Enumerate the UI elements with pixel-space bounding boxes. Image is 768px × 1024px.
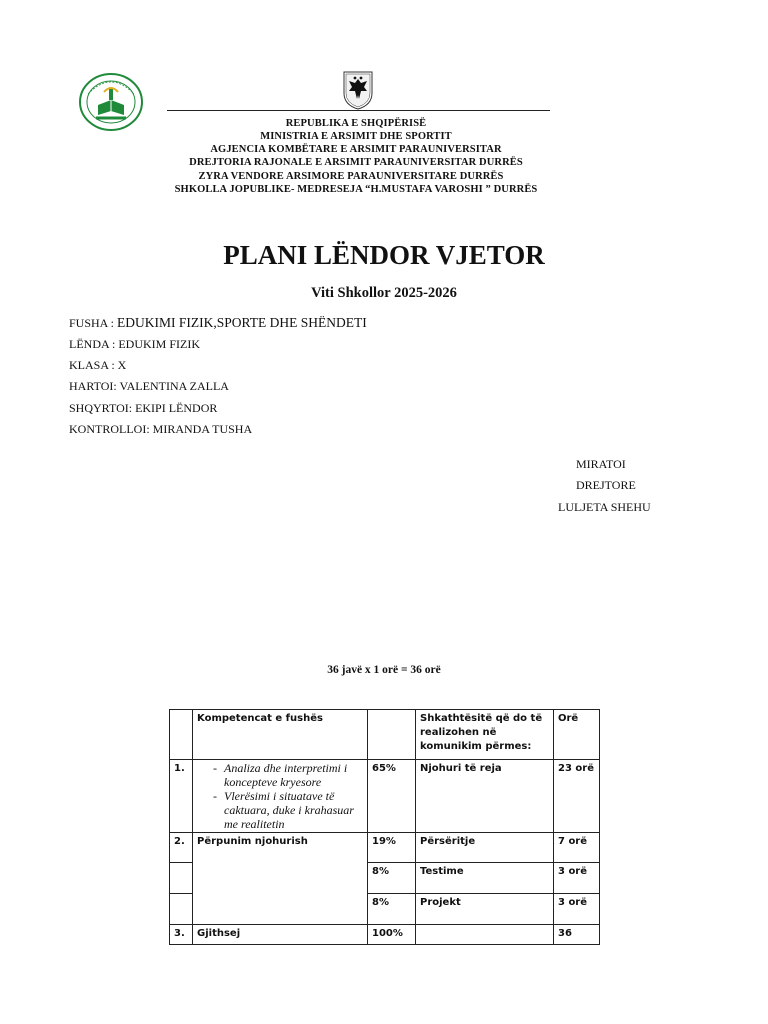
header-cell: Kompetencat e fushës — [193, 710, 368, 760]
skill-cell: Përsëritje — [416, 833, 554, 863]
header-line: SHKOLLA JOPUBLIKE- MEDRESEJA “H.MUSTAFA VAROSHI ” DURRËS — [174, 184, 538, 195]
approval-miratoi: MIRATOI — [576, 457, 626, 471]
meta-fusha — [69, 316, 367, 330]
header-line: MINISTRIA E ARSIMIT DHE SPORTIT — [260, 131, 452, 142]
table-header-row — [170, 710, 600, 760]
meta-kontrolloi: KONTROLLOI: MIRANDA TUSHA — [69, 422, 253, 436]
skill-cell: Njohuri të reja — [416, 760, 554, 833]
table-row — [170, 760, 600, 833]
table-row — [170, 833, 600, 863]
header-cell — [170, 710, 193, 760]
competence-item: - Analiza dhe interpretimi i koncepteve kryesore — [197, 761, 363, 789]
skill-cell — [416, 925, 554, 945]
header-cell: Shkathtësitë që do të realizohen në komunikim përmes: — [416, 710, 554, 760]
approval-name: LULJETA SHEHU — [558, 500, 651, 514]
header-line: DREJTORIA RAJONALE E ARSIMIT PARAUNIVERSITAR DURRËS — [189, 157, 523, 168]
header-line: ZYRA VENDORE ARSIMORE PARAUNIVERSITARE DURRËS — [198, 171, 504, 182]
row-number: 3. — [170, 925, 193, 945]
school-year: Viti Shkollor 2025-2026 — [311, 285, 457, 301]
percentage-cell: 100% — [368, 925, 416, 945]
meta-lenda: LËNDA : EDUKIM FIZIK — [69, 337, 200, 351]
hours-cell: 36 — [554, 925, 600, 945]
weeks-formula: 36 javë x 1 orë = 36 orë — [327, 664, 441, 676]
skill-cell: Projekt — [416, 894, 554, 925]
row-number: 1. — [170, 760, 193, 833]
hours-cell: 7 orë — [554, 833, 600, 863]
document-title: PLANI LËNDOR VJETOR — [223, 240, 545, 270]
header-line: AGJENCIA KOMBËTARE E ARSIMIT PARAUNIVERSITAR — [210, 144, 502, 155]
total-label: Gjithsej — [193, 925, 368, 945]
row-number — [170, 894, 193, 925]
hours-cell: 3 orë — [554, 863, 600, 894]
meta-shqyrtoi: SHQYRTOI: EKIPI LËNDOR — [69, 401, 218, 415]
competence-item: - Vlerësimi i situatave të caktuara, duke i krahasuar me realitetin — [197, 789, 363, 831]
plan-table — [169, 709, 600, 945]
header-line: REPUBLIKA E SHQIPËRISË — [285, 118, 427, 129]
albanian-eagle-emblem-icon — [341, 69, 375, 111]
competence-list — [193, 760, 368, 833]
meta-klasa: KLASA : X — [69, 358, 127, 372]
percentage-cell: 19% — [368, 833, 416, 863]
hours-cell: 3 orë — [554, 894, 600, 925]
row-number: 2. — [170, 833, 193, 863]
fusha-label: FUSHA : — [69, 316, 118, 330]
table-total-row — [170, 925, 600, 945]
percentage-cell: 65% — [368, 760, 416, 833]
header-cell: Orë — [554, 710, 600, 760]
skill-cell: Testime — [416, 863, 554, 894]
meta-hartoi: HARTOI: VALENTINA ZALLA — [69, 379, 229, 393]
percentage-cell: 8% — [368, 894, 416, 925]
approval-role: DREJTORE — [576, 478, 636, 492]
header-cell — [368, 710, 416, 760]
percentage-cell: 8% — [368, 863, 416, 894]
hours-cell: 23 orë — [554, 760, 600, 833]
row-number — [170, 863, 193, 894]
competence-cell: Përpunim njohurish — [193, 833, 368, 925]
header-divider — [167, 110, 550, 111]
fusha-value: EDUKIMI FIZIK,SPORTE DHE SHËNDETI — [117, 315, 367, 330]
